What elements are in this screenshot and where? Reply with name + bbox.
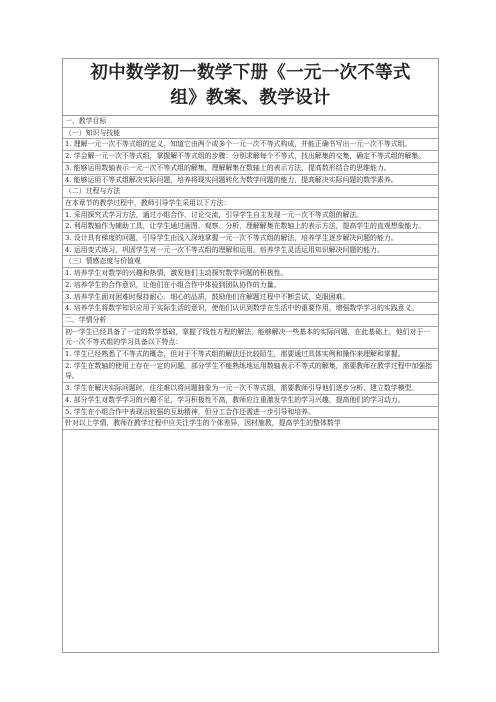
document-body xyxy=(63,116,438,430)
row-text: 1. 理解一元一次不等式组的定义，知道它由两个或多个一元一次不等式构成，并能正确书写出一元一次不等式组。 xyxy=(65,140,412,149)
document-title xyxy=(63,59,438,116)
table-row xyxy=(63,395,438,407)
table-row xyxy=(63,139,438,151)
table-row xyxy=(63,256,438,268)
row-text: 2. 学会解一元一次不等式组，掌握解不等式组的步骤：分别求解每个不等式，找出解集的交集，确定不等式组的解集。 xyxy=(65,152,426,161)
document-frame xyxy=(62,58,439,653)
table-row xyxy=(63,280,438,292)
table-row xyxy=(63,418,438,430)
table-row xyxy=(63,315,438,327)
row-text: 4. 运用变式练习，巩固学生对一元一次不等式组的理解和运用，培养学生灵活运用知识解决问题的能力。 xyxy=(65,245,384,254)
table-row xyxy=(63,198,438,210)
row-text: 3. 能够运用数轴表示一元一次不等式组的解集，理解解集在数轴上的表示方法，提高数形结合的思维能力。 xyxy=(65,163,391,172)
table-row xyxy=(63,292,438,304)
title-line-1: 初中数学初一数学下册《一元一次不等式 xyxy=(90,63,411,83)
table-row xyxy=(63,186,438,198)
row-text: 3. 设计具有梯度的问题，引导学生由浅入深地掌握一元一次不等式组的解法，培养学生逐步解决问题的能力。 xyxy=(65,234,398,243)
row-text: 1. 培养学生对数学的兴趣和热情，激发他们主动探究数学问题的积极性。 xyxy=(65,269,288,278)
row-text: 5. 学生在小组合作中表现出较强的互助精神，但分工合作还需进一步引导和培养。 xyxy=(65,407,315,416)
table-row xyxy=(63,383,438,395)
row-text: 4. 能够运用不等式组解决实际问题，培养将现实问题转化为数学问题的能力，提高解决实际问题的数学素养。 xyxy=(65,175,398,184)
table-row xyxy=(63,128,438,140)
row-text: 在本章节的教学过程中，教师引导学生采用以下方法： xyxy=(65,198,231,207)
row-text: 4. 培养学生将数学知识应用于实际生活的意识，使他们认识到数学在生活中的重要作用，增强数学学习的实践意义。 xyxy=(65,304,419,313)
table-row xyxy=(63,361,438,383)
row-text: 2. 学生在数轴的使用上存在一定的问题，部分学生不能熟练地运用数轴表示不等式的解集，需要教师在教学过程中加强指导。 xyxy=(65,361,433,381)
row-text: 2. 培养学生的合作意识，让他们在小组合作中体验到团队协作的力量。 xyxy=(65,280,281,289)
table-row xyxy=(63,327,438,349)
table-row xyxy=(63,268,438,280)
row-text: 2. 利用数轴作为辅助工具，让学生通过画图、观察、分析，理解解集在数轴上的表示方法，提高学生的直观想象能力。 xyxy=(65,222,426,231)
row-text: 针对以上学情，教师在教学过程中应关注学生的个体差异，因材施教，提高学生的整体数学 xyxy=(65,419,341,428)
row-text: 初一学生已经具备了一定的数学基础，掌握了线性方程的解法，能够解决一些基本的实际问题，在此基础上，他们对于一元一次不等式组的学习具备以下特点： xyxy=(65,327,431,347)
row-text: 1. 采用探究式学习方法，通过小组合作、讨论交流，引导学生自主发现一元一次不等式组的解法。 xyxy=(65,210,364,219)
table-row xyxy=(63,221,438,233)
table-row xyxy=(63,233,438,245)
row-text: 3. 学生在解决实际问题时，往往难以将问题抽象为一元一次不等式组，需要教师引导他们逐步分析、建立数学模型。 xyxy=(65,384,419,393)
table-row xyxy=(63,163,438,175)
row-text: 1. 学生已经熟悉了不等式的概念，但对于不等式组的解法还比较陌生，需要通过具体实例和操作来理解和掌握。 xyxy=(65,350,405,359)
table-row xyxy=(63,245,438,257)
table-row xyxy=(63,210,438,222)
table-row xyxy=(63,116,438,128)
row-text: （一）知识与技能 xyxy=(65,128,121,137)
table-row xyxy=(63,175,438,187)
table-row xyxy=(63,407,438,419)
title-line-2: 组》教案、教学设计 xyxy=(170,88,331,108)
row-text: 二、学情分析 xyxy=(65,315,107,324)
row-text: （三）情感态度与价值观 xyxy=(65,257,141,266)
row-text: （二）过程与方法 xyxy=(65,187,121,196)
table-row xyxy=(63,151,438,163)
table-row xyxy=(63,349,438,361)
table-row xyxy=(63,303,438,315)
row-text: 一、教学目标 xyxy=(65,117,107,125)
row-text: 4. 部分学生对数学学习的兴趣不足，学习积极性不高，教师应注重激发学生的学习兴趣，提高他们的学习动力。 xyxy=(65,395,405,404)
row-text: 3. 培养学生面对困难时保持耐心、细心的品质，鼓励他们在解题过程中不断尝试、克服困难。 xyxy=(65,292,350,301)
